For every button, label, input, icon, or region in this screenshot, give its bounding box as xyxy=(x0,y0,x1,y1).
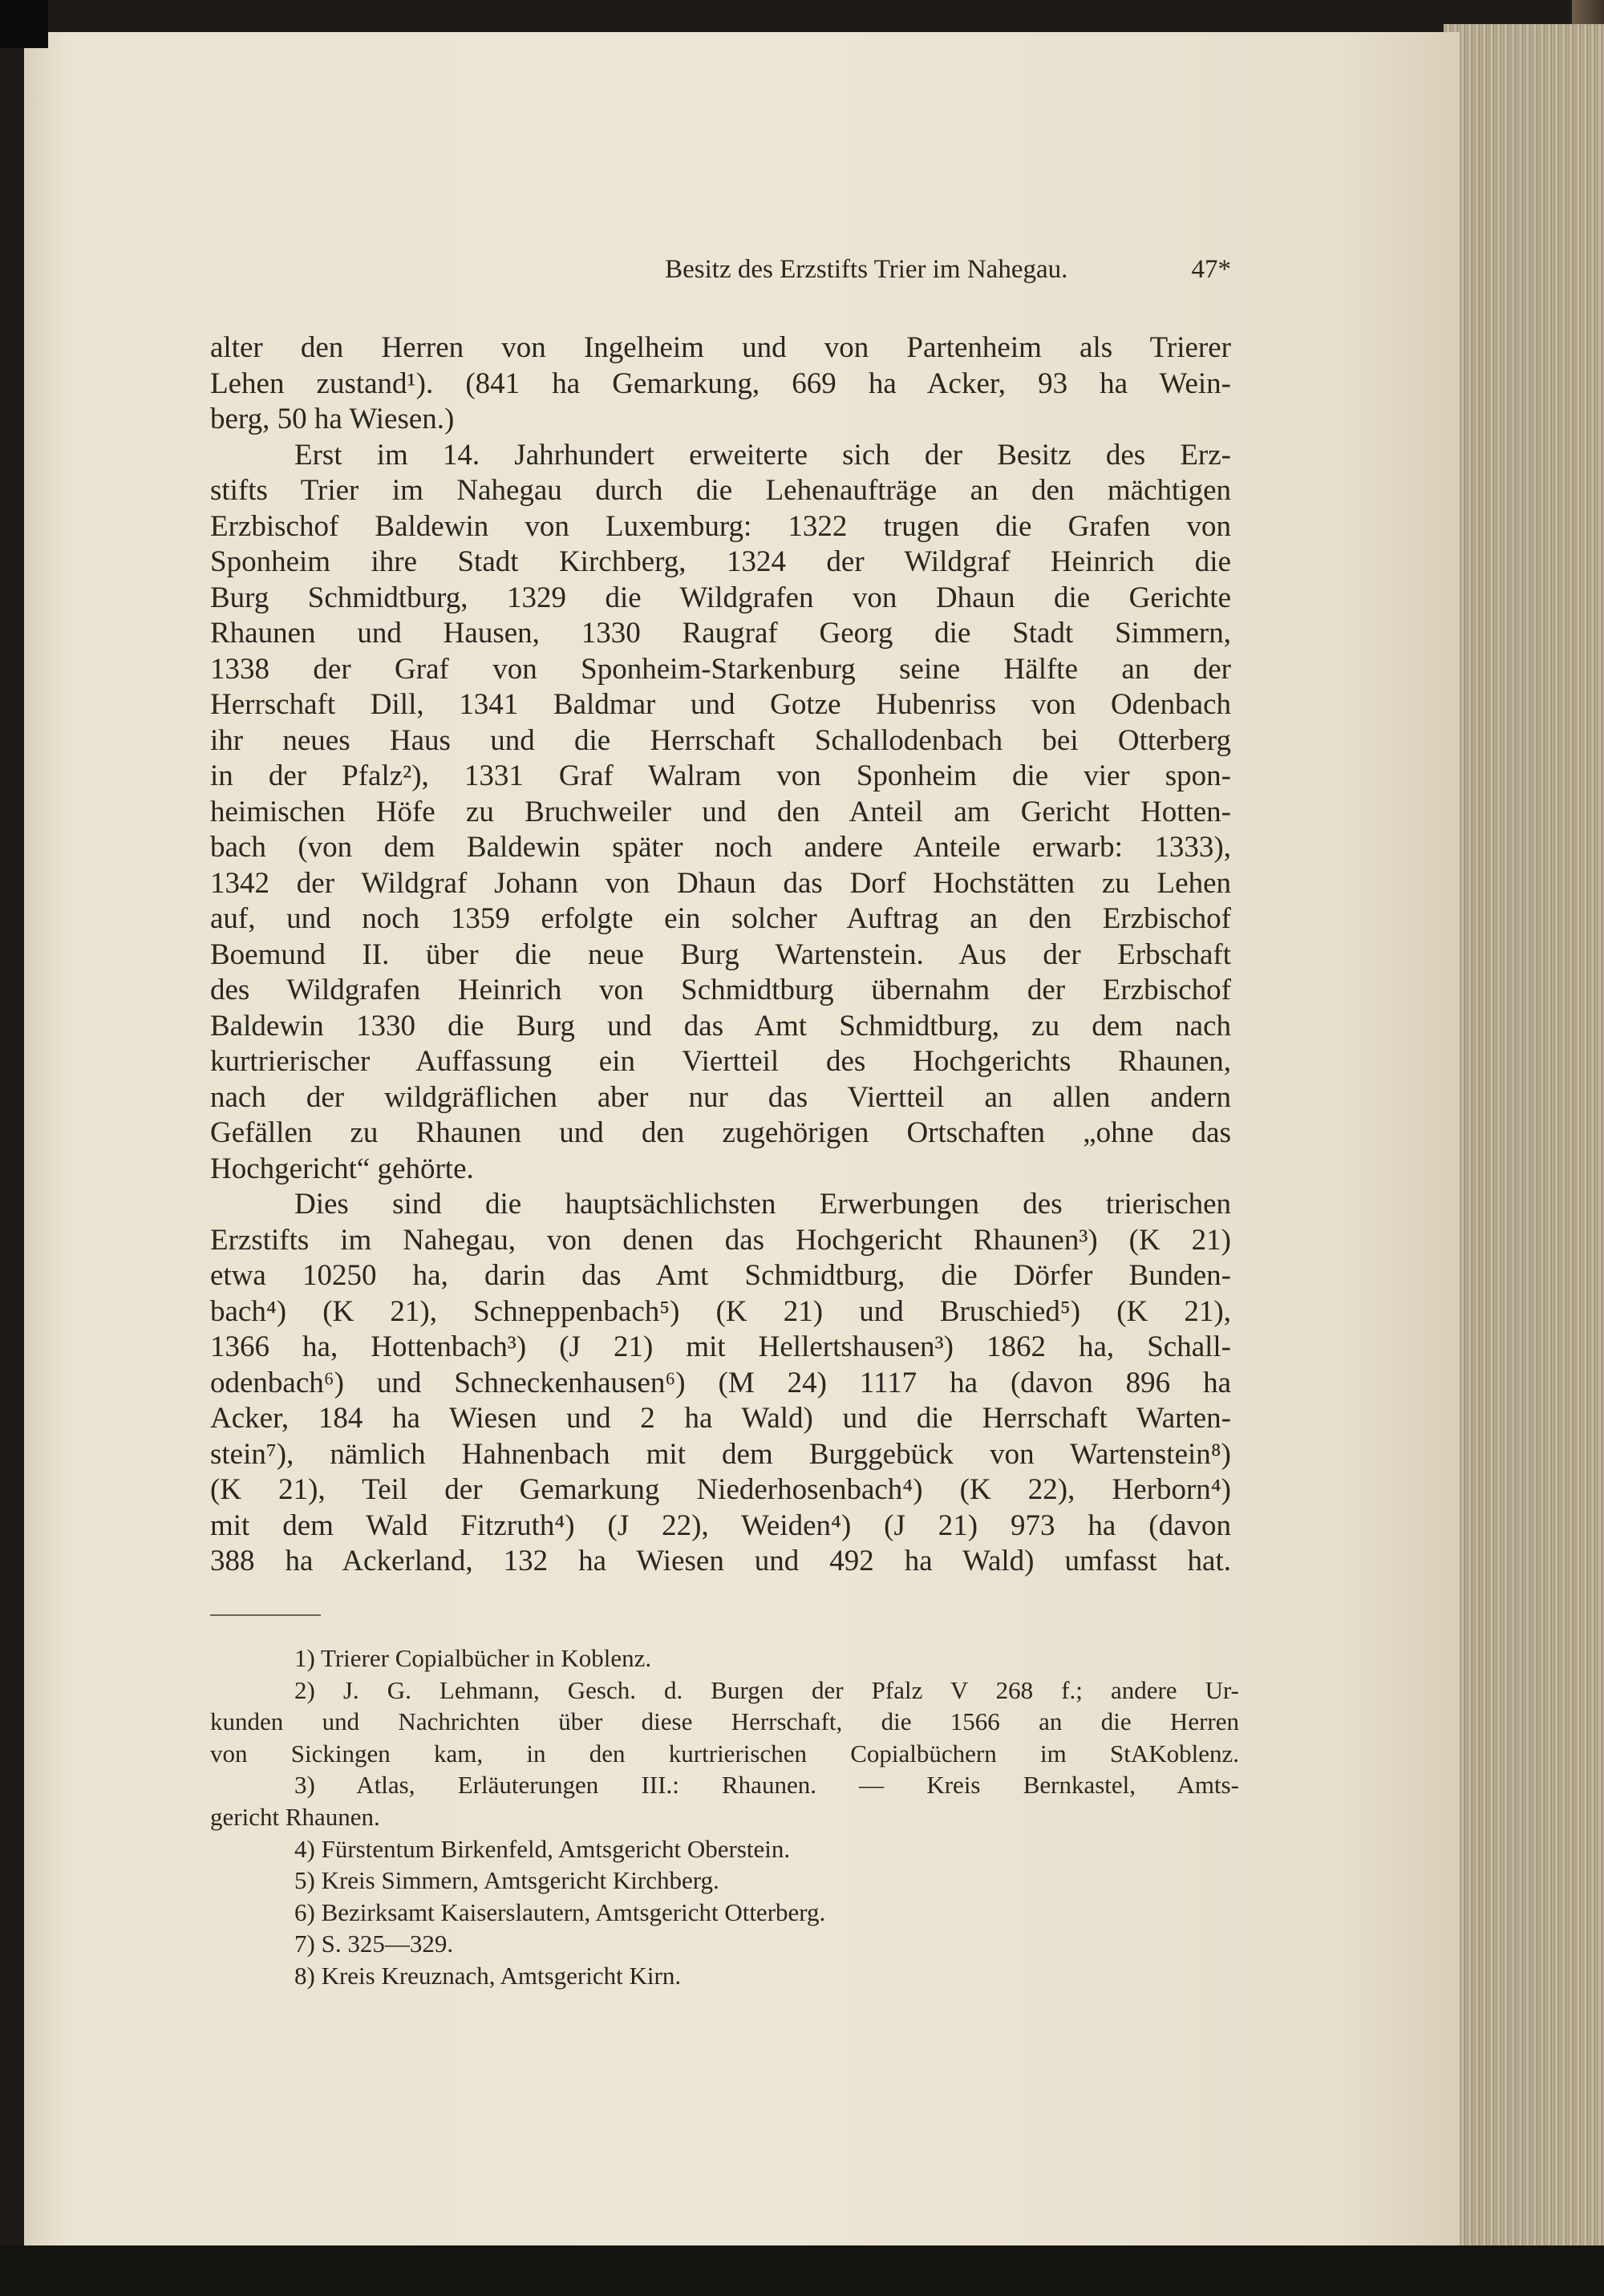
text-line: in der Pfalz²), 1331 Graf Walram von Sponheim die vier spon- xyxy=(210,759,1231,792)
text-line: Dies sind die hauptsächlichsten Erwerbungen des trierischen xyxy=(294,1188,1231,1221)
text-line: 1338 der Graf von Sponheim-Starkenburg seine Hälfte an der xyxy=(210,652,1231,686)
footnote-line: 4) Fürstentum Birkenfeld, Amtsgericht Oberstein. xyxy=(294,1834,791,1863)
text-line: bach⁴) (K 21), Schneppenbach⁵) (K 21) und Bruschied⁵) (K 21), xyxy=(210,1294,1231,1328)
running-header xyxy=(453,255,1231,285)
page-number: 47* xyxy=(1191,255,1231,284)
page-stack-edge xyxy=(1444,24,1604,2262)
scan-bottom-edge xyxy=(0,2245,1604,2296)
footnote-line: 5) Kreis Simmern, Amtsgericht Kirchberg. xyxy=(294,1866,719,1895)
text-line: odenbach⁶) und Schneckenhausen⁶) (M 24) 1117 ha (davon 896 ha xyxy=(210,1366,1231,1399)
text-line: Gefällen zu Rhaunen und den zugehörigen Ortschaften „ohne das xyxy=(210,1116,1231,1149)
text-line: Herrschaft Dill, 1341 Baldmar und Gotze Hubenriss von Odenbach xyxy=(210,688,1231,721)
text-line: berg, 50 ha Wiesen.) xyxy=(210,403,455,435)
running-title: Besitz des Erzstifts Trier im Nahegau. xyxy=(665,255,1068,284)
text-line: stein⁷), nämlich Hahnenbach mit dem Burggebück von Wartenstein⁸) xyxy=(210,1437,1231,1471)
footnote-line: 8) Kreis Kreuznach, Amtsgericht Kirn. xyxy=(294,1961,682,1990)
text-line: Erzstifts im Nahegau, von denen das Hochgericht Rhaunen³) (K 21) xyxy=(210,1223,1231,1257)
footnotes xyxy=(210,1642,1239,1992)
footnote-line: 7) S. 325—329. xyxy=(294,1930,454,1958)
text-line: Burg Schmidtburg, 1329 die Wildgrafen von Dhaun die Gerichte xyxy=(210,581,1231,614)
text-line: ihr neues Haus und die Herrschaft Schallodenbach bei Otterberg xyxy=(210,723,1231,757)
text-line: auf, und noch 1359 erfolgte ein solcher Auftrag an den Erzbischof xyxy=(210,902,1231,935)
text-line: bach (von dem Baldewin später noch andere Anteile erwarb: 1333), xyxy=(210,831,1231,864)
text-line: stifts Trier im Nahegau durch die Lehenaufträge an den mächtigen xyxy=(210,474,1231,507)
text-line: heimischen Höfe zu Bruchweiler und den Anteil am Gericht Hotten- xyxy=(210,795,1231,828)
text-line: Boemund II. über die neue Burg Wartenstein. Aus der Erbschaft xyxy=(210,937,1231,971)
text-line: 1366 ha, Hottenbach³) (J 21) mit Hellertshausen³) 1862 ha, Schall- xyxy=(210,1330,1231,1363)
text-line: Acker, 184 ha Wiesen und 2 ha Wald) und die Herrschaft Warten- xyxy=(210,1402,1231,1435)
footnote-line: von Sickingen kam, in den kurtrierischen Copialbüchern im StAKoblenz. xyxy=(210,1739,1239,1768)
text-line: des Wildgrafen Heinrich von Schmidtburg übernahm der Erzbischof xyxy=(210,974,1231,1006)
text-line: 388 ha Ackerland, 132 ha Wiesen und 492 ha Wald) umfasst hat. xyxy=(210,1545,1231,1577)
footnote-line: 2) J. G. Lehmann, Gesch. d. Burgen der Pfalz V 268 f.; andere Ur- xyxy=(294,1675,1239,1704)
text-line: mit dem Wald Fitzruth⁴) (J 22), Weiden⁴) (J 21) 973 ha (davon xyxy=(210,1508,1231,1542)
text-line: etwa 10250 ha, darin das Amt Schmidtburg, die Dörfer Bunden- xyxy=(210,1259,1231,1292)
text-line: nach der wildgräflichen aber nur das Viertteil an allen andern xyxy=(210,1080,1231,1114)
footnote-line: 3) Atlas, Erläuterungen III.: Rhaunen. — Kreis Bernkastel, Amts- xyxy=(294,1771,1239,1800)
text-line: 1342 der Wildgraf Johann von Dhaun das Dorf Hochstätten zu Lehen xyxy=(210,866,1231,900)
text-line: Hochgericht“ gehörte. xyxy=(210,1152,474,1185)
text-line: Erzbischof Baldewin von Luxemburg: 1322 trugen die Grafen von xyxy=(210,509,1231,543)
text-line: Lehen zustand¹). (841 ha Gemarkung, 669 ha Acker, 93 ha Wein- xyxy=(210,366,1231,400)
text-line: Sponheim ihre Stadt Kirchberg, 1324 der Wildgraf Heinrich die xyxy=(210,545,1231,578)
footnote-line: 1) Trierer Copialbücher in Koblenz. xyxy=(294,1644,652,1672)
text-line: Erst im 14. Jahrhundert erweiterte sich der Besitz des Erz- xyxy=(294,438,1231,472)
text-line: alter den Herren von Ingelheim und von Partenheim als Trierer xyxy=(210,331,1231,364)
footnote-line: kunden und Nachrichten über diese Herrschaft, die 1566 an die Herren xyxy=(210,1707,1239,1736)
text-line: Baldewin 1330 die Burg und das Amt Schmidtburg, zu dem nach xyxy=(210,1009,1231,1043)
main-text xyxy=(210,330,1231,1580)
text-line: kurtrierischer Auffassung ein Viertteil des Hochgerichts Rhaunen, xyxy=(210,1045,1231,1078)
scan-corner xyxy=(0,0,48,48)
footnote-line: 6) Bezirksamt Kaiserslautern, Amtsgericht Otterberg. xyxy=(294,1897,826,1926)
footnote-line: gericht Rhaunen. xyxy=(210,1802,380,1831)
text-line: Rhaunen und Hausen, 1330 Raugraf Georg die Stadt Simmern, xyxy=(210,617,1231,650)
text-line: (K 21), Teil der Gemarkung Niederhosenbach⁴) (K 22), Herborn⁴) xyxy=(210,1473,1231,1506)
footnote-rule xyxy=(210,1614,321,1616)
